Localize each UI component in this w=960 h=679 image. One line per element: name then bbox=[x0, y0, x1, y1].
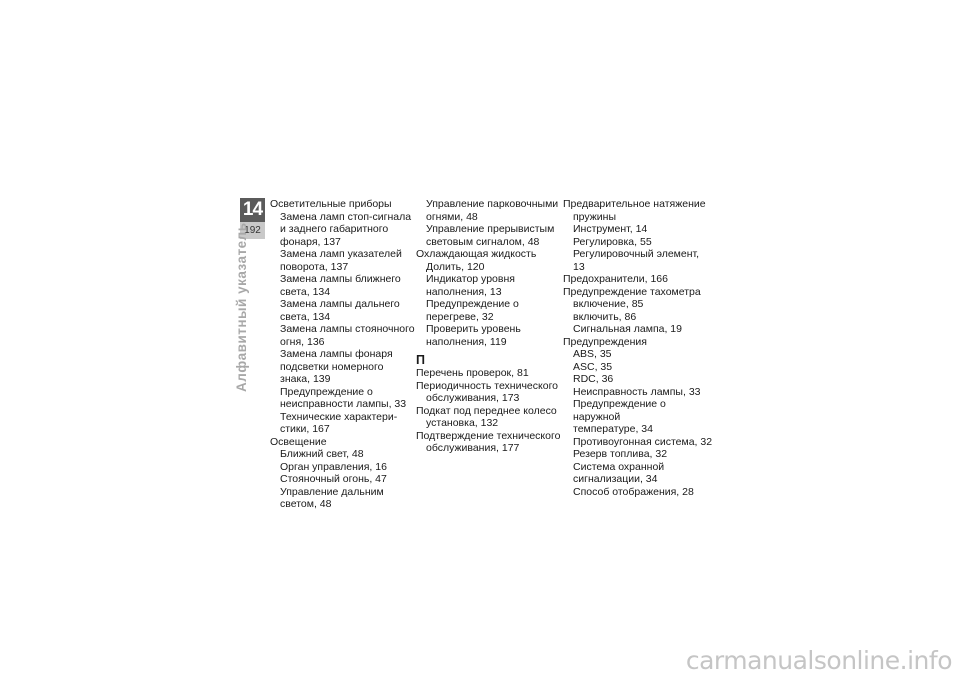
section-side-label: Алфавитный указатель bbox=[234, 222, 249, 392]
index-subentry: включение, 85 bbox=[573, 298, 644, 310]
index-subentry: сигнализации, 34 bbox=[573, 473, 658, 485]
index-subentry: Предупреждение о bbox=[426, 298, 519, 310]
index-subentry: ABS, 35 bbox=[573, 348, 612, 360]
index-entry-continuation: обслуживания, 177 bbox=[426, 442, 520, 454]
index-entry: Предупреждение тахометра bbox=[563, 285, 701, 298]
index-subentry: Регулировочный элемент, 13 bbox=[573, 248, 700, 273]
index-subentry: Регулировка, 55 bbox=[573, 235, 652, 248]
index-subentry: Управление прерывистым bbox=[426, 223, 555, 235]
index-entry: Перечень проверок, 81 bbox=[416, 367, 529, 379]
index-subentry: Стояночный огонь, 47 bbox=[280, 473, 387, 485]
index-subentry: Система охранной bbox=[573, 460, 665, 473]
index-subentry: Замена лампы ближнего bbox=[280, 273, 401, 285]
index-entry: Периодичность технического bbox=[416, 379, 559, 392]
index-subentry: Долить, 120 bbox=[426, 260, 485, 273]
index-subentry: Замена лампы дальнего bbox=[280, 298, 400, 310]
index-subentry: стики, 167 bbox=[280, 423, 330, 435]
index-column-3 bbox=[563, 198, 713, 498]
index-subentry: Технические характери- bbox=[280, 410, 398, 423]
index-subentry: наполнения, 119 bbox=[426, 335, 507, 348]
index-entry: Предупреждения bbox=[563, 335, 647, 348]
index-subentry: Управление дальним bbox=[280, 485, 384, 498]
index-subentry: неисправности лампы, 33 bbox=[280, 398, 407, 410]
index-subentry: RDC, 36 bbox=[573, 373, 614, 385]
index-subentry: температуре, 34 bbox=[573, 423, 653, 435]
index-subentry: ASC, 35 bbox=[573, 360, 613, 373]
index-subentry: Проверить уровень bbox=[426, 323, 521, 335]
index-entry-continuation: установка, 132 bbox=[426, 417, 499, 429]
index-entry: Подтверждение технического bbox=[416, 429, 561, 442]
index-entry: Предварительное натяжение bbox=[563, 198, 706, 210]
index-subentry: подсветки номерного bbox=[280, 360, 384, 373]
index-entry: Освещение bbox=[270, 435, 327, 448]
index-subentry: Инструмент, 14 bbox=[573, 223, 648, 235]
index-subentry: перегреве, 32 bbox=[426, 310, 494, 323]
index-subentry: Резерв топлива, 32 bbox=[573, 448, 668, 460]
index-entry: Предохранители, 166 bbox=[563, 273, 668, 285]
index-subentry: Замена ламп указателей bbox=[280, 248, 402, 260]
chapter-number: 14 bbox=[242, 199, 263, 220]
index-entry: Осветительные приборы bbox=[270, 198, 392, 210]
index-subentry: огня, 136 bbox=[280, 335, 325, 348]
index-subentry: фонаря, 137 bbox=[280, 235, 341, 248]
index-subentry: светом, 48 bbox=[280, 498, 332, 510]
index-subentry: огнями, 48 bbox=[426, 210, 478, 223]
index-column-2 bbox=[416, 198, 566, 455]
index-subentry: Замена ламп стоп-сигнала bbox=[280, 210, 412, 223]
index-subentry: пружины bbox=[573, 210, 617, 223]
watermark: carmanualsonline.info bbox=[685, 646, 952, 675]
index-subentry: Способ отображения, 28 bbox=[573, 485, 694, 498]
index-entry: Охлаждающая жидкость bbox=[416, 248, 537, 260]
index-subentry: Замена лампы стояночного bbox=[280, 323, 415, 335]
index-entry-continuation: обслуживания, 173 bbox=[426, 392, 520, 404]
index-subentry: света, 134 bbox=[280, 285, 331, 298]
index-subentry: Ближний свет, 48 bbox=[280, 448, 364, 460]
index-subentry: поворота, 137 bbox=[280, 260, 349, 273]
page-number: 192 bbox=[240, 222, 265, 239]
index-subentry: Орган управления, 16 bbox=[280, 460, 387, 473]
index-subentry: Индикатор уровня bbox=[426, 273, 515, 285]
index-subentry: наполнения, 13 bbox=[426, 285, 502, 298]
index-entry: Подкат под переднее колесо bbox=[416, 404, 557, 417]
index-letter-heading: П bbox=[416, 353, 425, 367]
index-subentry: световым сигналом, 48 bbox=[426, 235, 540, 248]
index-subentry: включить, 86 bbox=[573, 310, 637, 323]
index-subentry: Сигнальная лампа, 19 bbox=[573, 323, 682, 335]
index-subentry: света, 134 bbox=[280, 310, 331, 323]
index-subentry: Противоугонная система, 32 bbox=[573, 435, 713, 448]
index-subentry: Неисправность лампы, 33 bbox=[573, 385, 701, 398]
index-subentry: Управление парковочными bbox=[426, 198, 559, 210]
index-subentry: и заднего габаритного bbox=[280, 223, 389, 235]
index-subentry: Замена лампы фонаря bbox=[280, 348, 393, 360]
index-subentry: знака, 139 bbox=[280, 373, 331, 385]
index-column-1 bbox=[270, 198, 420, 511]
index-subentry: Предупреждение о наружной bbox=[573, 398, 666, 423]
index-subentry: Предупреждение о bbox=[280, 385, 373, 398]
